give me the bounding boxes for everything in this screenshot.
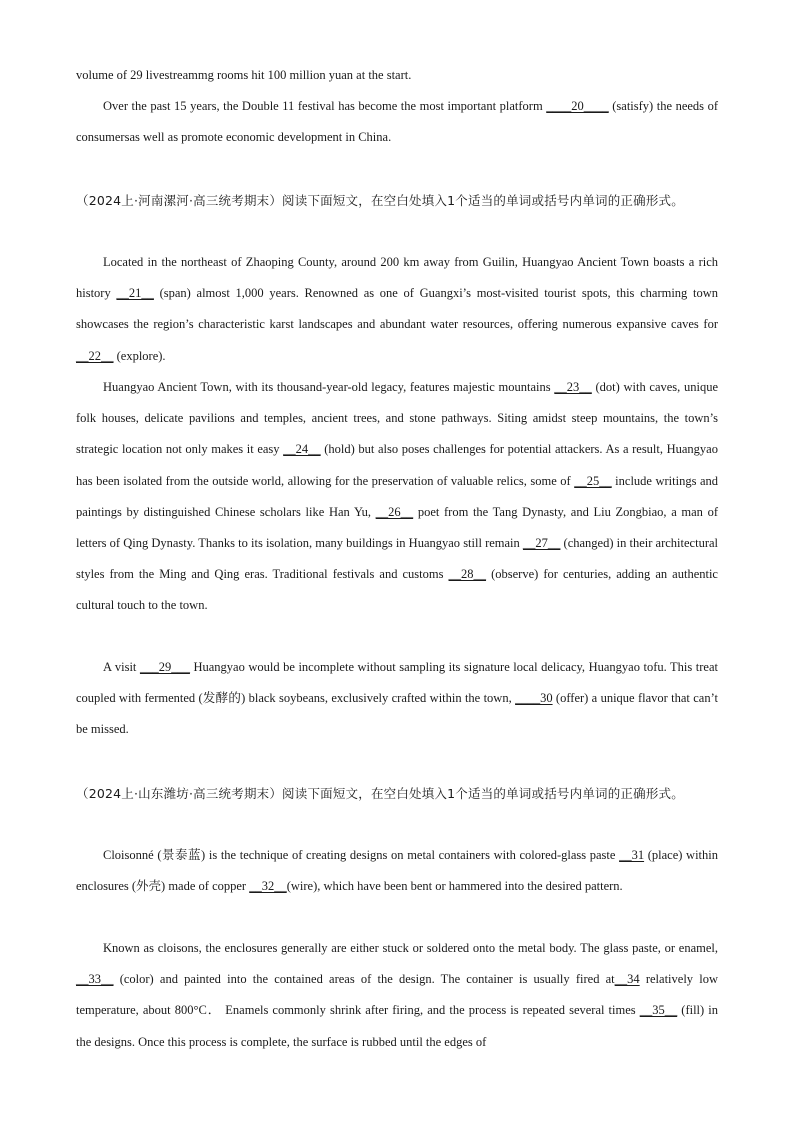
blank-23[interactable]: __23__ — [554, 380, 592, 394]
passage-a-tail: volume of 29 livestreammg rooms hit 100 million yuan at the start. — [76, 68, 412, 82]
blank-29[interactable]: ___29___ — [139, 660, 190, 674]
passage-c-heading: （2024上·山东潍坊·高三统考期末）阅读下面短文，在空白处填入1个适当的单词或括号内单词的正确形式。 — [76, 786, 684, 801]
blank-35[interactable]: __35__ — [639, 1003, 678, 1018]
blank-34[interactable]: __34 — [614, 972, 640, 987]
blank-22[interactable]: __22__ — [76, 348, 114, 363]
passage-c-paragraph-1: Cloisonné (景泰蓝) is the technique of creating designs on metal containers with colored-glass paste __31 (place) within enclosures (外壳) made of copper __32__(wire), which have been bent or hammered into the desired pattern. — [76, 848, 718, 894]
blank-21[interactable]: __21__ — [116, 286, 154, 301]
passage-c-paragraph-2: Known as cloisons, the enclosures generally are either stuck or soldered onto the metal body. The glass paste, or enamel, __33__ (color) and painted into the contained areas of the design. The container is usually fired at__34 relatively low temperature, about 800°C． Enamels commonly shrink after firing, and the process is repeated several times __35__ (fill) in the designs. Once this process is complete, the surface is rubbed until the edges of — [76, 941, 718, 1049]
blank-20[interactable]: ____20____ — [546, 99, 609, 113]
blank-32[interactable]: __32__ — [249, 879, 287, 894]
passage-b-paragraph-3: A visit ___29___ Huangyao would be incomplete without sampling its signature local delicacy, Huangyao tofu. This treat coupled with fermented (发酵的) black soybeans, exclusively crafted within the town, ____30 (offer) a unique flavor that can’t be missed. — [76, 660, 718, 737]
blank-26[interactable]: __26__ — [375, 504, 414, 519]
passage-b-paragraph-2: Huangyao Ancient Town, with its thousand-year-old legacy, features majestic mountains __23__ (dot) with caves, unique folk houses, delicate pavilions and temples, ancient trees, and stone pathways. Siting amidst steep mountains, the town’s strategic location not only makes it easy __24__ (hold) but also poses challenges for potential attackers. As a result, Huangyao has been isolated from the outside world, allowing for the preservation of valuable relics, some of __25__ include writings and paintings by distinguished Chinese scholars like Han Yu, __26__ poet from the Tang Dynasty, and Liu Zongbiao, a man of letters of Qing Dynasty. Thanks to its isolation, many buildings in Huangyao still remain __27__ (changed) in their architectural styles from the Ming and Qing eras. Traditional festivals and customs __28__ (observe) for centuries, adding an authentic cultural touch to the town. — [76, 380, 719, 613]
blank-24[interactable]: __24__ — [283, 442, 321, 457]
blank-28[interactable]: __28__ — [448, 567, 487, 582]
blank-27[interactable]: __27__ — [522, 536, 561, 551]
blank-25[interactable]: __25__ — [574, 473, 612, 488]
blank-33[interactable]: __33__ — [76, 972, 114, 987]
blank-31[interactable]: __31 — [619, 848, 645, 862]
passage-b-paragraph-1: Located in the northeast of Zhaoping County, around 200 km away from Guilin, Huangyao Ancient Town boasts a rich history __21__ (span) almost 1,000 years. Renowned as one of Guangxi’s most-visited tourist spots, this charming town showcases the region’s characteristic karst landscapes and abundant water resources, offering numerous expansive caves for __22__ (explore). — [76, 255, 718, 363]
blank-30[interactable]: ____30 — [515, 691, 553, 706]
passage-a-paragraph-2: Over the past 15 years, the Double 11 festival has become the most important platform ____20____ (satisfy) the needs of consumersas well as promote economic development in China. — [76, 99, 719, 145]
passage-b-heading: （2024上·河南漯河·高三统考期末）阅读下面短文，在空白处填入1个适当的单词或括号内单词的正确形式。 — [76, 193, 684, 208]
